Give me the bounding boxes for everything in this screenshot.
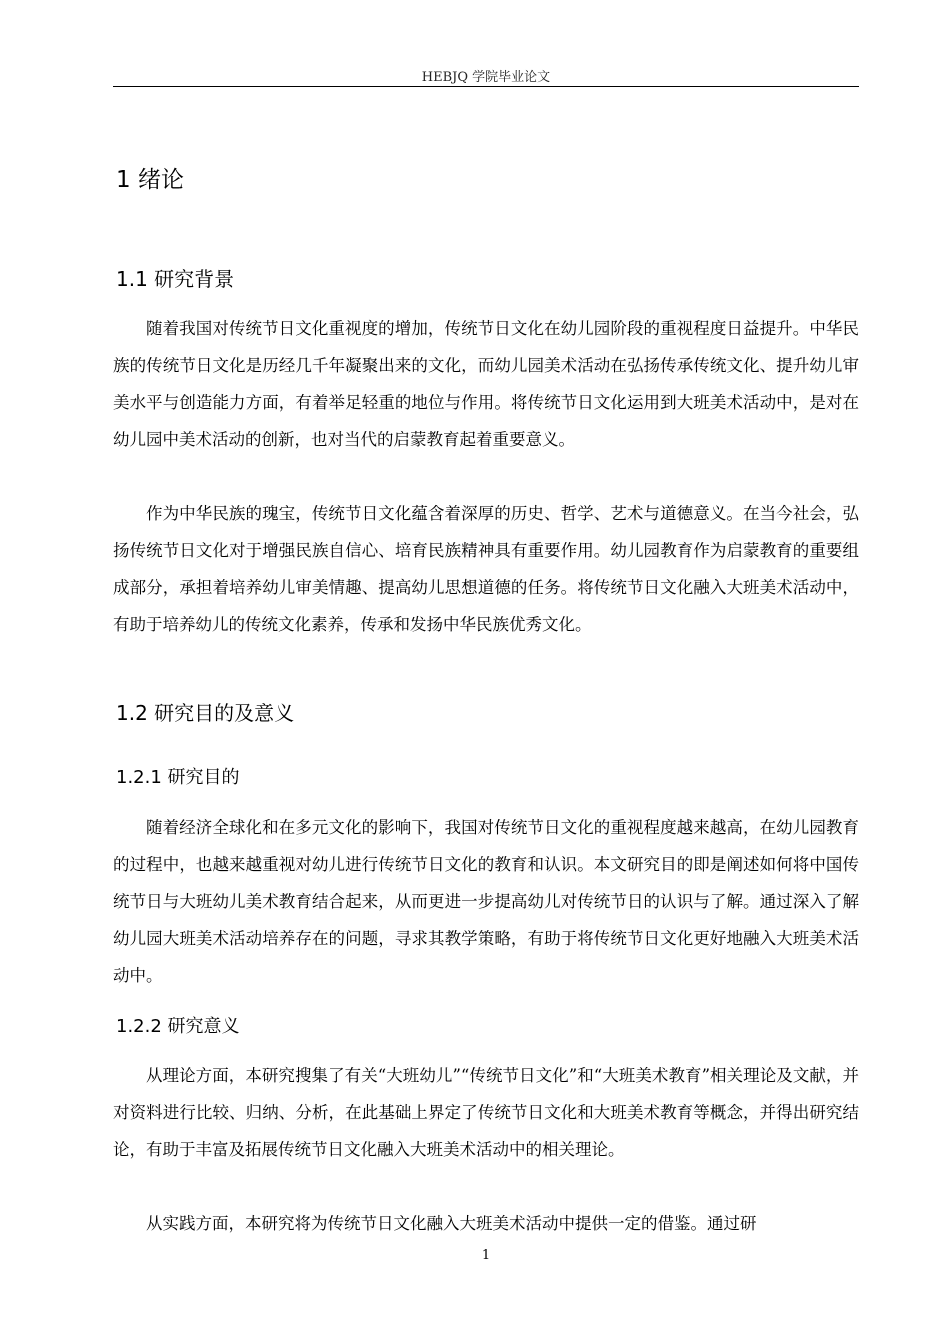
section-title-1-2: 1.2 研究目的及意义: [116, 701, 295, 725]
paragraph-purpose: 随着经济全球化和在多元文化的影响下，我国对传统节日文化的重视程度越来越高，在幼儿园教育的过程中，也越来越重视对幼儿进行传统节日文化的教育和认识。本文研究目的即是阐述如何将中国传统节日与大班幼儿美术教育结合起来，从而更进一步提高幼儿对传统节日的认识与了解。通过深入了解幼儿园大班美术活动培养存在的问题，寻求其教学策略，有助于将传统节日文化更好地融入大班美术活动中。: [113, 818, 859, 985]
section-title-1-2-2: 1.2.2 研究意义: [116, 1016, 240, 1037]
paragraph-background-1: 随着我国对传统节日文化重视度的增加，传统节日文化在幼儿园阶段的重视程度日益提升。中华民族的传统节日文化是历经几千年凝聚出来的文化，而幼儿园美术活动在弘扬传承传统文化、提升幼儿审美水平与创造能力方面，有着举足轻重的地位与作用。将传统节日文化运用到大班美术活动中，是对在幼儿园中美术活动的创新，也对当代的启蒙教育起着重要意义。: [113, 319, 859, 449]
section-title-1-1: 1.1 研究背景: [116, 267, 235, 291]
paragraph-background-2: 作为中华民族的瑰宝，传统节日文化蕴含着深厚的历史、哲学、艺术与道德意义。在当今社会，弘扬传统节日文化对于增强民族自信心、培育民族精神具有重要作用。幼儿园教育作为启蒙教育的重要组成部分，承担着培养幼儿审美情趣、提高幼儿思想道德的任务。将传统节日文化融入大班美术活动中，有助于培养幼儿的传统文化素养，传承和发扬中华民族优秀文化。: [113, 504, 859, 634]
header-divider: [113, 86, 859, 87]
page-number: 1: [481, 1248, 491, 1263]
paragraph-significance-1: 从理论方面，本研究搜集了有关“大班幼儿”“传统节日文化”和“大班美术教育”相关理论及文献，并对资料进行比较、归纳、分析，在此基础上界定了传统节日文化和大班美术教育等概念，并得出研究结论，有助于丰富及拓展传统节日文化融入大班美术活动中的相关理论。: [113, 1066, 859, 1159]
chapter-title: 1 绪论: [116, 167, 184, 193]
paragraph-significance-2: 从实践方面，本研究将为传统节日文化融入大班美术活动中提供一定的借鉴。通过研: [146, 1214, 757, 1233]
page-header: HEBJQ 学院毕业论文: [421, 70, 551, 85]
section-title-1-2-1: 1.2.1 研究目的: [116, 767, 240, 788]
